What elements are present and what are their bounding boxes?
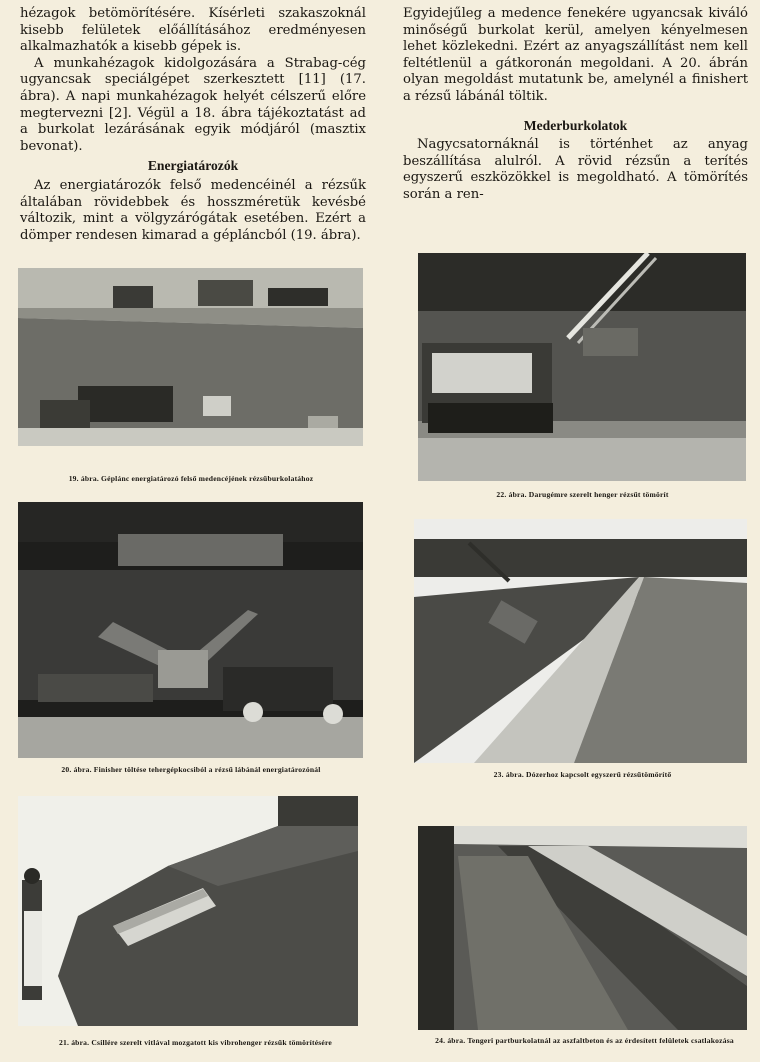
figure-22-photo	[418, 253, 746, 481]
figure-24-photo	[418, 826, 747, 1030]
right-text-column	[403, 6, 748, 204]
section-heading: Energiatározók	[147, 158, 239, 174]
figure-22-caption: 22. ábra. Darugémre szerelt henger rézsűt tömörít	[496, 490, 669, 499]
figure-23-photo	[414, 519, 747, 763]
figure-21-photo	[18, 796, 358, 1026]
figure-24-caption: 24. ábra. Tengeri partburkolatnál az aszfaltbeton és az érdesített felületek csatlakozása	[435, 1036, 734, 1045]
paragraph: Nagycsatornáknál is történhet az anyag beszállítása alulról. A rövid rézsűn a terítés egyszerű eszközökkel is megoldható. A tömörítés során a ren-	[403, 137, 748, 202]
figure-20-photo	[18, 502, 363, 758]
paragraph: Az energiatározók felső medencéinél a rézsűk általában rövidebbek és hosszméretük kevésbé változik, mint a völgyzárógátak esetében. Ezért a dömper rendesen kimarad a gépláncból (19. ábra).	[20, 177, 366, 243]
paragraph: Egyidejűleg a medence fenekére ugyancsak kiváló minőségű burkolat kerül, amelyen kényelmesen lehet közlekedni. Ezért az anyagszállítást nem kell feltétlenül a gátkoronán megoldani. A 20. ábrán olyan megoldást mutatunk be, amelynél a finishert a rézsű lábánál töltik.	[403, 6, 748, 104]
paragraph: hézagok betömörítésére. Kísérleti szakaszoknál kisebb felületek előállításához eredményesen alkalmazhatók a kisebb gépek is.	[20, 6, 366, 55]
paragraph: A munkahézagok kidolgozására a Strabag-cég ugyancsak speciálgépet szerkesztett [11] (17. ábra). A napi munkahézagok helyét célszerű előre megtervezni [2]. Végül a 18. ábra tájékoztatást ad a burkolat lezárásának egyik módjáról (masztix bevonat).	[20, 55, 366, 154]
figure-21-caption: 21. ábra. Csillére szerelt vitlával mozgatott kis vibrohenger rézsűk tömörítésére	[59, 1038, 332, 1047]
figure-20-caption: 20. ábra. Finisher töltése tehergépkocsiból a rézsű lábánál energiatározónál	[61, 765, 321, 774]
section-heading: Mederburkolatok	[523, 117, 628, 133]
left-text-column	[20, 6, 366, 244]
figure-19-photo	[18, 268, 363, 446]
figure-23-caption: 23. ábra. Dózerhoz kapcsolt egyszerű rézsűtömörítő	[493, 770, 672, 779]
figure-19-caption: 19. ábra. Géplánc energiatározó felső medencéjének rézsűburkolatához	[68, 474, 314, 483]
